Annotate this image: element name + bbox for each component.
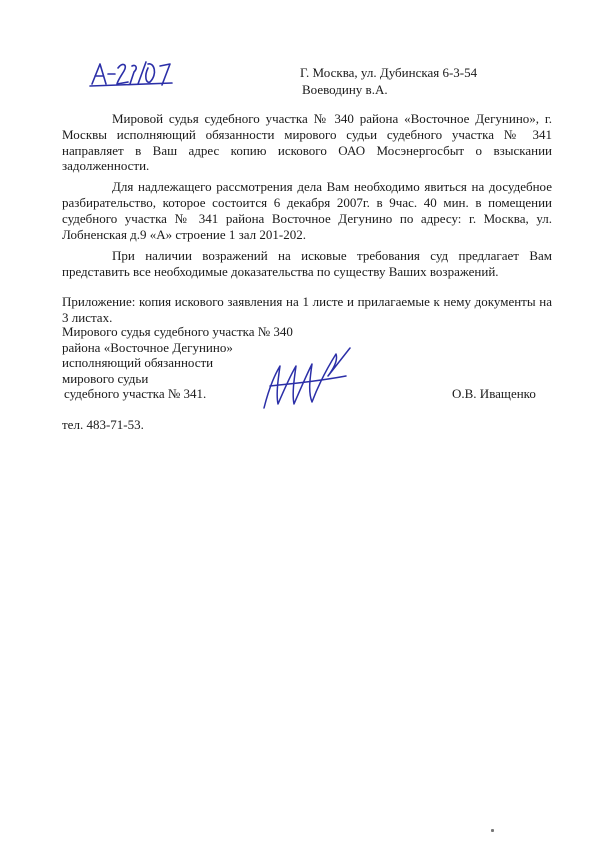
address-line-1: Г. Москва, ул. Дубинская 6-3-54 [300,65,478,80]
handwritten-signature [258,346,354,412]
letter-body [62,111,552,326]
recipient-address [300,64,477,98]
attachment-note: Приложение: копия искового заявления на 1 листе и прилагаемые к нему документы на 3 листах. [62,293,552,325]
signature-line-2: района «Восточное Дегунино» [62,339,233,355]
scan-artifact [491,829,494,832]
address-line-2: Воеводину в.А. [302,82,388,97]
handwritten-reg-number [88,58,174,88]
paragraph-notice: Мировой судья судебного участка № 340 района «Восточное Дегунино», г. Москвы исполняющий обязанности мирового судьи судебного участка № 341 направляет в Ваш адрес копию искового ОАО Мосэнергосбыт о взыскании задолженности. [62,111,552,174]
signature-line-5: судебного участка № 341. [64,386,207,401]
phone-number: тел. 483-71-53. [62,417,144,432]
paragraph-hearing: Для надлежащего рассмотрения дела Вам необходимо явиться на досудебное разбирательство, которое состоится 6 декабря 2007г. в 9час. 40 мин. в помещении судебного участка № 341 района Восточное Дегунино по адресу: г. Москва, ул. Лобненская д.9 «А» строение 1 зал 201-202. [62,179,552,242]
signature-line-3: исполняющий обязанности [62,355,214,370]
signature-line-1: Мирового судья судебного участка № 340 [62,324,293,339]
signer-name: О.В. Иващенко [452,386,536,401]
signature-line-4: мирового судьи [62,370,149,386]
paragraph-objections: При наличии возражений на исковые требования суд предлагает Вам представить все необходимые доказательства по существу Ваших возражений. [62,248,552,280]
